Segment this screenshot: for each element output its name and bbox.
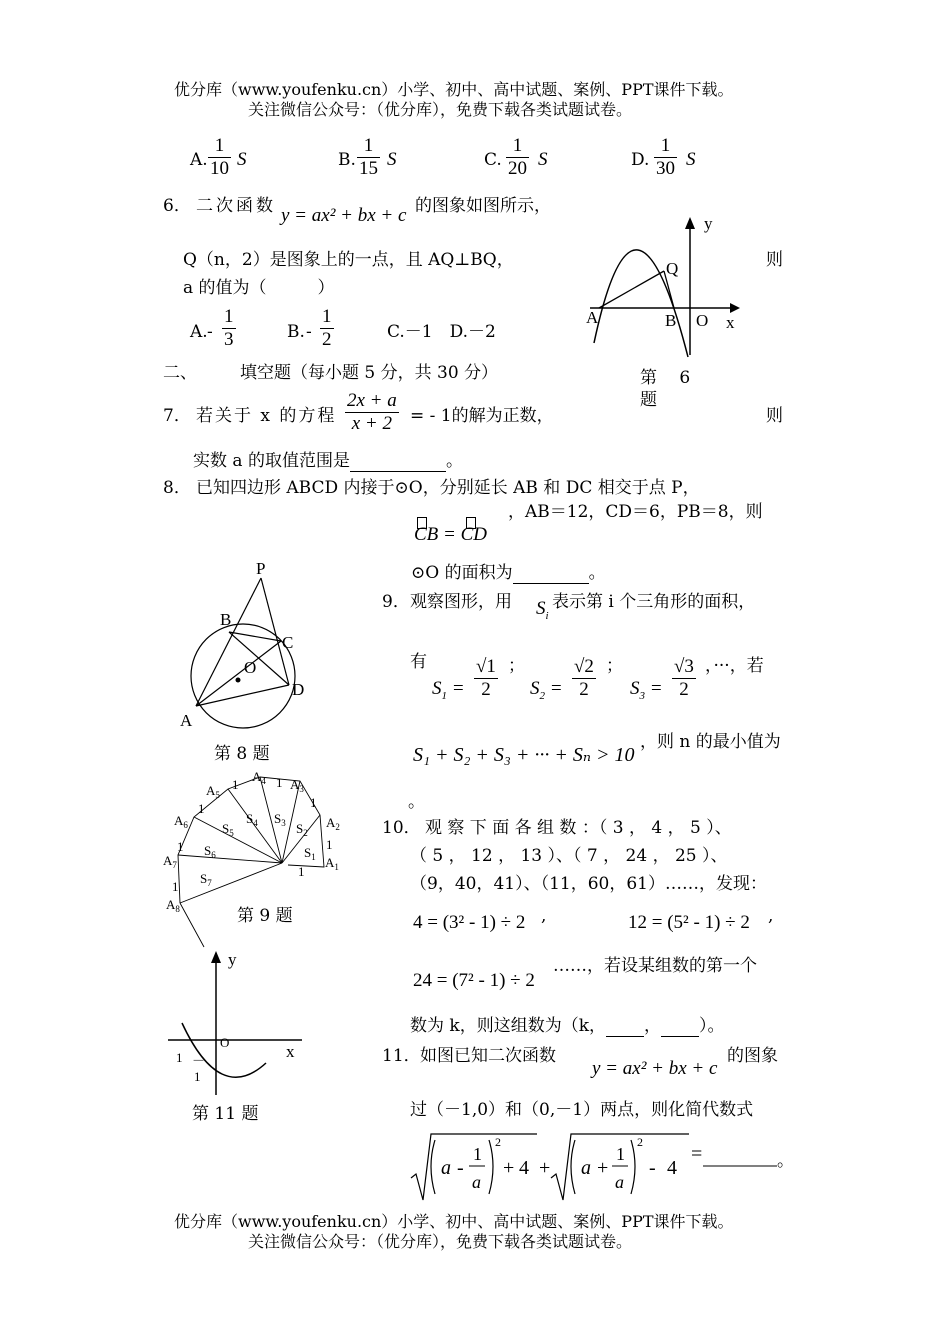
q8-line1: 已知四边形 ABCD 内接于⊙O，分别延长 AB 和 DC 相交于点 P， — [196, 478, 700, 498]
q10-eq3: 24 = (7² - 1) ÷ 2 — [413, 970, 535, 991]
q8-center-dot — [236, 678, 241, 683]
q6-option-a-frac: $\frac{1}{3}$ — [224, 306, 234, 350]
svg-text:1: 1 — [232, 777, 239, 792]
q11-line2: 过（－1,0）和（0,－1）两点，则化简代数式 — [410, 1100, 754, 1120]
q5-option-b-label: B. — [338, 150, 356, 170]
q8-label-b: B — [220, 610, 232, 629]
q9-label-s1: $S_1$ — [304, 845, 316, 862]
q11-intro: 如图已知二次函数 — [420, 1046, 556, 1066]
q6-option-a-label: A. — [190, 322, 208, 342]
q8-label-c: C — [282, 633, 294, 652]
q9-label-a4: $A_4$ — [252, 769, 266, 786]
q11-caption: 第 11 题 — [192, 1104, 259, 1124]
q8-line-dp — [261, 578, 289, 685]
q11-r2-one: 1 — [616, 1144, 625, 1164]
q10-line5: 数为 k，则这组数为（k， ， ）。 — [410, 1016, 725, 1036]
q10-blank-2[interactable] — [661, 1016, 699, 1037]
q9-label-s2: $S_2$ — [296, 821, 308, 838]
q11-r1-four: 4 — [519, 1157, 529, 1179]
q6-label-q: Q — [666, 259, 679, 278]
q11-r2-sq: 2 — [637, 1135, 643, 1149]
q10-blank-1[interactable] — [606, 1016, 644, 1037]
q6-label-o: O — [696, 311, 709, 330]
q10-number: 10． — [382, 818, 421, 838]
q9-label-a3: $A_3$ — [290, 777, 304, 794]
q5-option-d-frac: $\frac{1}{30}$ — [656, 135, 675, 179]
q11-r1-minus: - — [457, 1157, 464, 1179]
q9-s3-frac: $\frac{√3}{2}$ — [674, 656, 694, 700]
section2-number: 二、 — [163, 363, 197, 383]
q9-s1-name: $S_1$ = — [432, 678, 465, 702]
q8-label-a: A — [180, 711, 193, 730]
q11-middle-plus: + — [539, 1157, 551, 1179]
svg-text:1: 1 — [326, 837, 333, 852]
q8-label-o: O — [244, 658, 257, 677]
q11-expression — [405, 1130, 794, 1205]
q6-option-b-label: B. — [287, 322, 305, 342]
q9-sep-2: ； — [606, 656, 623, 676]
q9-line1b: 表示第 i 个三角形的面积， — [552, 592, 756, 612]
q11-label-y: y — [228, 950, 237, 969]
q6-line3: a 的值为（ ） — [183, 278, 335, 298]
q9-s1-frac: $\frac{√1}{2}$ — [476, 656, 496, 700]
q9-after-sum: ，则 n 的最小值为 — [640, 732, 781, 752]
q6-after: 的图象如图所示， — [415, 196, 551, 216]
q11-number: 11． — [382, 1046, 421, 1066]
q5-option-c-var: S — [538, 149, 548, 170]
q5-option-a-label: A. — [190, 150, 208, 170]
q11-r1-sq: 2 — [495, 1135, 501, 1149]
q6-x-arrow — [730, 303, 740, 313]
q11-r1-one: 1 — [473, 1144, 482, 1164]
q5-option-a-frac: $\frac{1}{10}$ — [210, 135, 229, 179]
q9-unit-labels — [172, 775, 333, 894]
q11-r1-plus: + — [503, 1157, 515, 1179]
q7-answer-blank[interactable] — [350, 451, 446, 472]
q7-frac: $\frac{2x + a}{x + 2}$ — [347, 390, 397, 434]
q9-s2-frac: $\frac{√2}{2}$ — [574, 656, 594, 700]
q10-eq2-comma: , — [768, 906, 774, 926]
q11-r2-plus: + — [597, 1157, 609, 1179]
q11-figure — [160, 945, 310, 1105]
q6-label-y: y — [704, 214, 713, 233]
q7-ze: 则 — [766, 406, 783, 426]
q11-y-arrow — [211, 951, 221, 963]
q6-label-b: B — [665, 311, 677, 330]
q9-label-s7: $S_7$ — [200, 871, 212, 888]
svg-text:1: 1 — [198, 801, 205, 816]
q9-label-s4: $S_4$ — [246, 811, 258, 828]
q9-number: 9． — [382, 592, 410, 612]
q9-you: 有 — [410, 652, 427, 672]
q6-fig-caption-1: 第 6 — [640, 368, 691, 388]
q11-label-neg1-dash: － — [173, 1033, 187, 1048]
footer-line-2: 关注微信公众号：（优分库），免费下载各类试题试卷。 — [248, 1232, 633, 1251]
q7-line2: 实数 a 的取值范围是 。 — [193, 451, 463, 471]
q6-intro: 二次函数 — [196, 196, 276, 216]
q9-label-a8: $A_8$ — [166, 897, 180, 914]
q9-s2-name: $S_2$ = — [530, 678, 563, 702]
q8-number: 8． — [163, 478, 191, 498]
q8-label-p: P — [256, 559, 266, 578]
q11-r2-minus: - — [649, 1157, 656, 1179]
q9-label-a5: $A_5$ — [206, 783, 220, 800]
q5-option-c-frac: $\frac{1}{20}$ — [508, 135, 527, 179]
q8-answer-blank[interactable] — [513, 563, 589, 584]
q11-r1-den: a — [472, 1172, 481, 1192]
q10-line2: （ 5 ， 12 ， 13 ）、（ 7 ， 24 ， 25 ）、 — [410, 846, 728, 866]
q10-eq1: 4 = (3² - 1) ÷ 2 — [413, 912, 526, 933]
q6-option-b-frac: $\frac{1}{2}$ — [322, 306, 332, 350]
q11-r2-four: 4 — [667, 1157, 677, 1179]
q11-label-neg1y-dash: － — [192, 1053, 206, 1068]
q11-r1-a: a — [441, 1157, 451, 1179]
q10-eq1-comma: , — [541, 906, 547, 926]
q5-option-d-var: S — [686, 149, 696, 170]
q9-ellipsis: ，···，若 — [705, 656, 764, 676]
q10-after-eq3: ……，若设某组数的第一个 — [553, 956, 757, 976]
q9-line1a: 观察图形，用 — [410, 592, 512, 612]
svg-text:1: 1 — [298, 864, 305, 879]
header-line-2: 关注微信公众号：（优分库），免费下载各类试题试卷。 — [248, 100, 633, 119]
q5-option-b-frac: $\frac{1}{15}$ — [359, 135, 378, 179]
svg-text:1: 1 — [310, 795, 317, 810]
q5-option-b-var: S — [387, 149, 397, 170]
q11-after: 的图象 — [727, 1046, 778, 1066]
q11-label-x: x — [286, 1042, 295, 1061]
q11-label-neg1-one: 1 — [176, 1050, 183, 1065]
q6-label-x: x — [726, 313, 735, 332]
q9-label-s3: $S_3$ — [274, 811, 286, 828]
q11-formula: y = ax² + bx + c — [592, 1058, 718, 1079]
q9-s3-name: $S_3$ = — [630, 678, 663, 702]
q10-eq2: 12 = (5² - 1) ÷ 2 — [628, 912, 750, 933]
q11-eq: = — [691, 1143, 703, 1165]
q8-line2: ，AB＝12，CD＝6，PB＝8，则 — [508, 502, 763, 522]
q7-number: 7． — [163, 406, 191, 426]
q6-label-a: A — [586, 308, 599, 327]
q6-option-cd: C.－1 D.－2 — [387, 322, 496, 342]
q10-line1: 观 察 下 面 各 组 数 ：（ 3 ， 4 ， 5 ）、 — [425, 818, 732, 838]
q9-label-a1: $A_1$ — [325, 855, 339, 872]
svg-text:1: 1 — [276, 775, 283, 790]
q8-arc-eq: CB = CD — [414, 524, 487, 545]
q8-line3: ⊙O 的面积为 。 — [411, 563, 606, 583]
q9-caption: 第 9 题 — [237, 906, 293, 926]
q11-r2-a: a — [581, 1157, 591, 1179]
footer-line-1: 优分库（www.youfenku.cn）小学、初中、高中试题、案例、PPT课件下载。 — [174, 1212, 734, 1231]
q5-option-c-label: C. — [484, 150, 502, 170]
q11-r2-den: a — [615, 1172, 624, 1192]
q8-caption: 第 8 题 — [214, 744, 270, 764]
q11-label-o: O — [220, 1035, 230, 1050]
q9-sep-1: ； — [508, 656, 525, 676]
svg-text:1: 1 — [177, 839, 184, 854]
q6-line2: Q（n，2）是图象上的一点，且 AQ⊥BQ， — [183, 250, 514, 270]
q8-figure — [170, 555, 320, 735]
q7-intro: 若关于 x 的方程 — [196, 406, 337, 426]
q9-end: 。 — [408, 792, 425, 812]
q9-label-a7: $A_7$ — [163, 853, 177, 870]
q8-line-ap — [196, 578, 261, 706]
q6-y-arrow — [685, 217, 695, 229]
q5-option-d-label: D. — [631, 150, 650, 170]
q6-fig-caption-2: 题 — [640, 390, 657, 410]
q11-label-neg1y-one: 1 — [194, 1069, 201, 1084]
q9-sum: S₁ + S₂ + S₃ + ··· + Sₙ > 10 — [413, 744, 635, 766]
section2-title: 填空题（每小题 5 分，共 30 分） — [240, 363, 499, 383]
q7-after: = - 1的解为正数， — [410, 406, 554, 426]
q9-si: $S_i$ — [536, 598, 549, 622]
q6-formula: y = ax² + bx + c — [281, 205, 407, 226]
q10-line3: （9，40，41）、（11，60，61）……，发现： — [410, 874, 767, 894]
svg-text:1: 1 — [172, 879, 179, 894]
q8-label-d: D — [292, 680, 305, 699]
q6-number: 6． — [163, 196, 191, 216]
q9-label-a2: $A_2$ — [326, 815, 340, 832]
q6-figure — [580, 205, 760, 365]
q6-option-a-sign: - — [207, 322, 213, 342]
q5-option-a-var: S — [237, 149, 247, 170]
header-line-1: 优分库（www.youfenku.cn）小学、初中、高中试题、案例、PPT课件下载。 — [174, 80, 734, 99]
q6-ze: 则 — [766, 250, 783, 270]
q9-label-s6: $S_6$ — [204, 843, 216, 860]
q9-label-s5: $S_5$ — [222, 821, 234, 838]
q11-end: 。 — [777, 1151, 794, 1170]
q9-label-a6: $A_6$ — [174, 813, 188, 830]
q6-option-b-sign: - — [306, 322, 312, 342]
